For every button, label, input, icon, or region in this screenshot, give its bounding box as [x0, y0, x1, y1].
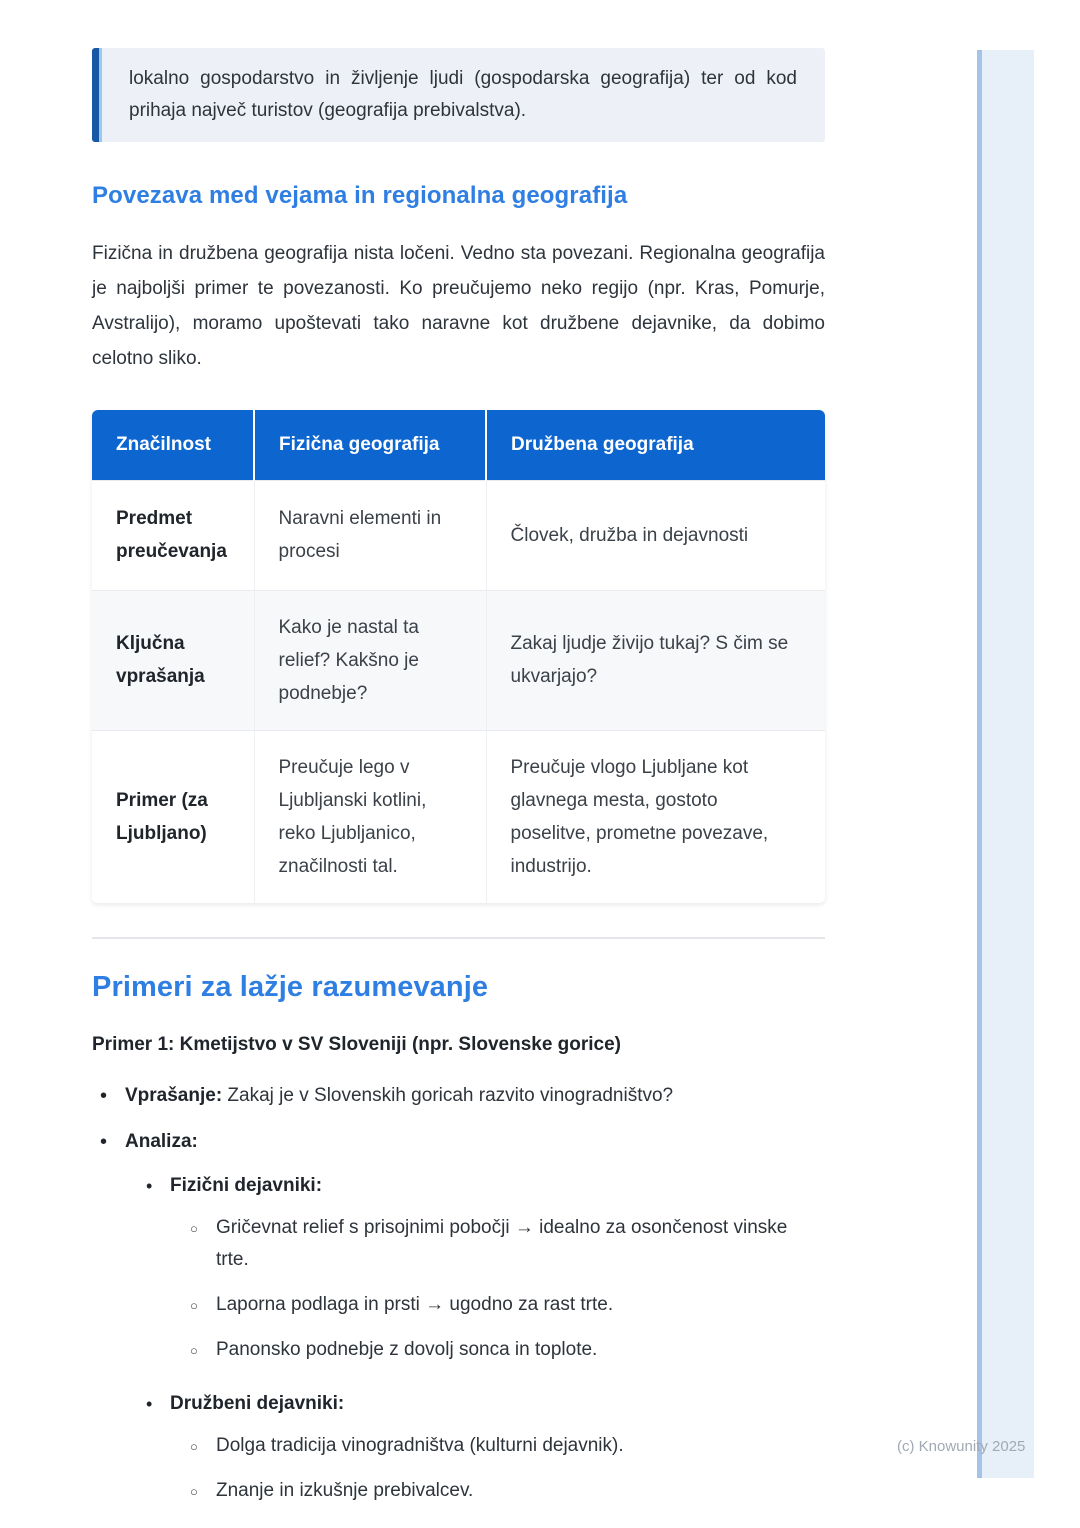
list-item-bold: Vprašanje:: [125, 1084, 223, 1106]
table-header-fizicna: Fizična geografija: [254, 410, 486, 480]
table-row: [92, 590, 825, 730]
comparison-table: [92, 410, 825, 903]
list-item: ○ Dolga tradicija vinogradništva (kulturni dejavnik).: [183, 1430, 825, 1462]
list-item: [92, 1126, 825, 1507]
list-item: [92, 1080, 825, 1112]
list-item-bold: Analiza:: [125, 1130, 198, 1152]
table-row: [92, 480, 825, 590]
list-item-text: Zakaj je v Slovenskih goricah razvito vinogradništvo?: [222, 1084, 674, 1106]
table-cell-label: Ključna vprašanja: [92, 590, 254, 730]
table-header-znacilnost: Značilnost: [92, 410, 254, 480]
table-row: [92, 730, 825, 903]
section-paragraph: Fizična in družbena geografija nista ločeni. Vedno sta povezani. Regionalna geografija je najboljši primer te povezanosti. Ko preučujemo neko regijo (npr. Kras, Pomurje, Avstralijo), moramo upoštevati tako naravne kot družbene dejavnike, da dobimo celotno sliko.: [92, 243, 825, 369]
example-subheading: Primer 1: Kmetijstvo v SV Sloveniji (npr. Slovenske gorice): [92, 1033, 622, 1055]
table-cell-label: Predmet preučevanja: [92, 480, 254, 590]
section-heading-povezava: Povezava med vejama in regionalna geografija: [92, 182, 628, 209]
list-item: ○ Panonsko podnebje z dovolj sonca in toplote.: [183, 1334, 825, 1366]
table-cell: Preučuje vlogo Ljubljane kot glavnega mesta, gostoto poselitve, prometne povezave, industrijo.: [486, 730, 825, 903]
section-heading-primeri: Primeri za lažje razumevanje: [92, 970, 489, 1003]
list-item-bold: Fizični dejavniki:: [170, 1174, 323, 1196]
table-cell: Kako je nastal ta relief? Kakšno je podnebje?: [254, 590, 486, 730]
list-item: ○ Laporna podlaga in prsti → ugodno za rast trte.: [183, 1289, 825, 1321]
list-item: ○ Znanje in izkušnje prebivalcev.: [183, 1475, 825, 1507]
document-content: [92, 48, 825, 1521]
list-item: ○ Gričevnat relief s prisojnimi pobočji → idealno za osončenost vinske trte.: [183, 1212, 825, 1276]
table-cell: Zakaj ljudje živijo tukaj? S čim se ukvarjajo?: [486, 590, 825, 730]
copyright-watermark: (c) Knowunity 2025: [897, 1438, 1026, 1455]
blockquote-text: lokalno gospodarstvo in življenje ljudi (gospodarska geografija) ter od kod prihaja največ turistov (geografija prebivalstva).: [129, 68, 797, 121]
physical-factors-list: [170, 1212, 825, 1366]
comparison-table-wrapper: [92, 410, 825, 903]
table-cell-label: Primer (za Ljubljano): [92, 730, 254, 903]
analysis-sublist: [125, 1170, 825, 1507]
table-cell: Naravni elementi in procesi: [254, 480, 486, 590]
table-header-druzbena: Družbena geografija: [486, 410, 825, 480]
table-header-row: [92, 410, 825, 480]
social-factors-list: [170, 1430, 825, 1507]
list-item: [137, 1388, 825, 1507]
table-cell: Človek, družba in dejavnosti: [486, 480, 825, 590]
list-item: [137, 1170, 825, 1366]
list-item-bold: Družbeni dejavniki:: [170, 1392, 345, 1414]
right-page-edge-panel: [977, 50, 1034, 1478]
section-divider: [92, 937, 825, 939]
example-list: [92, 1080, 825, 1507]
table-cell: Preučuje lego v Ljubljanski kotlini, reko Ljubljanico, značilnosti tal.: [254, 730, 486, 903]
blockquote: [92, 48, 825, 142]
